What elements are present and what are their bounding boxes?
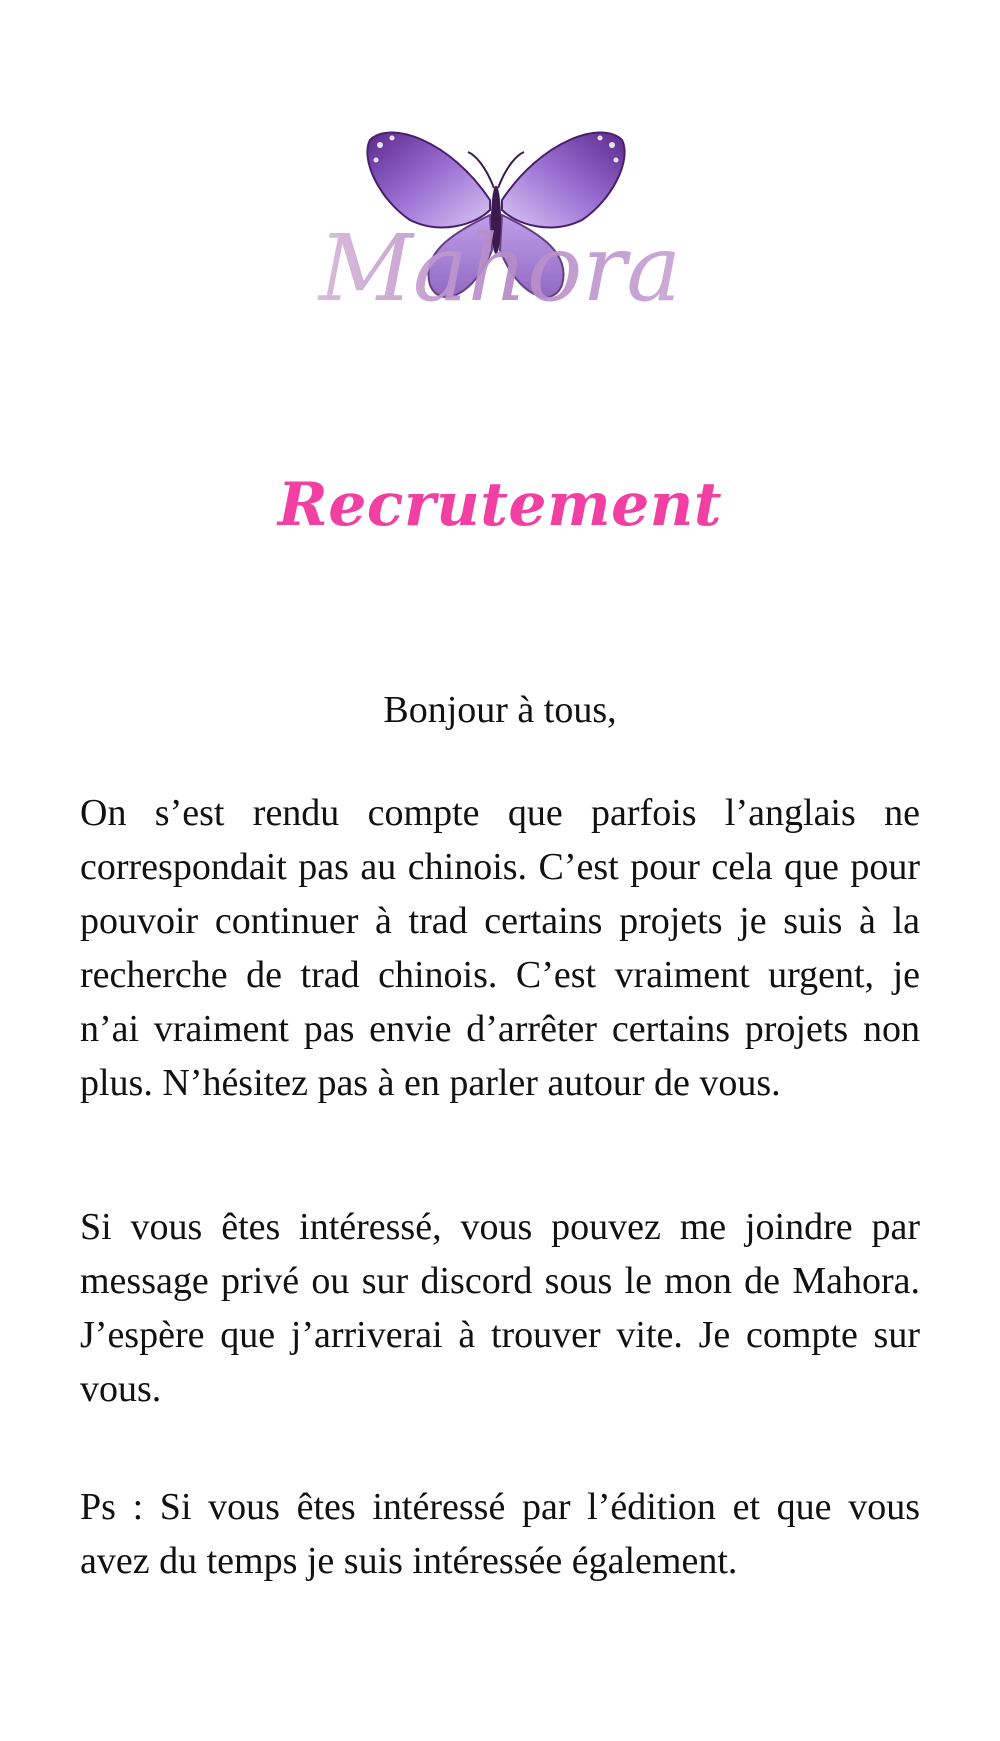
page-title: Recrutement <box>277 470 723 540</box>
greeting-text: Bonjour à tous, <box>383 689 617 731</box>
mahora-logo <box>280 120 720 360</box>
paragraph-ps: Ps : Si vous êtes intéressé par l’édition et que vous avez du temps je suis intéressée également. <box>80 1486 920 1582</box>
butterfly-icon <box>280 120 720 360</box>
logo-wordmark: Mahora <box>318 215 682 322</box>
paragraph-recruitment: On s’est rendu compte que parfois l’anglais ne correspondait pas au chinois. C’est pour cela que pour pouvoir continuer à trad certains projets je suis à la recherche de trad chinois. C’est vraiment urgent, je n’ai vraiment pas envie d’arrêter certains projets non plus. N’hésitez pas à en parler autour de vous. <box>80 792 920 1104</box>
paragraph-contact: Si vous êtes intéressé, vous pouvez me joindre par message privé ou sur discord sous le mon de Mahora. J’espère que j’arriverai à trouver vite. Je compte sur vous. <box>80 1206 920 1410</box>
